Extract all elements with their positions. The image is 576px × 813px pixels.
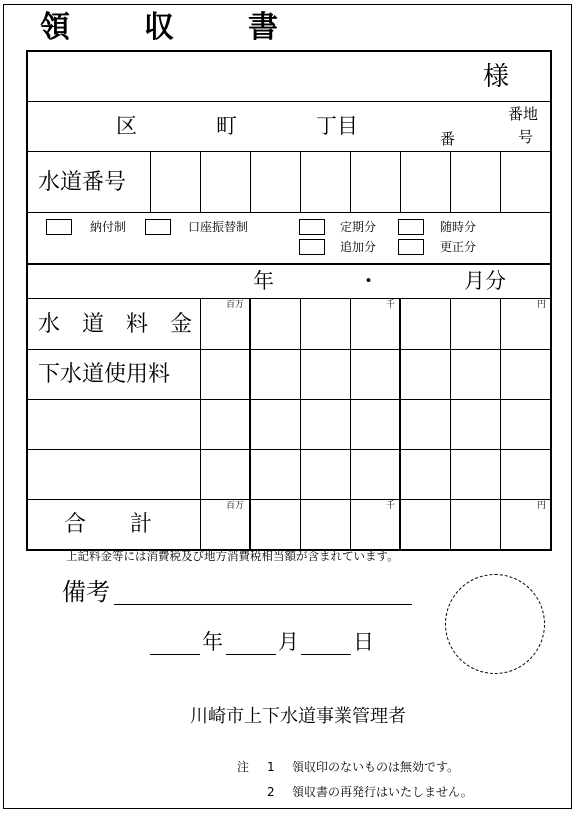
checkbox-koza[interactable] <box>145 219 171 235</box>
checkbox-label: 追加分 <box>340 240 377 254</box>
row-divider <box>26 449 552 450</box>
unit-sen: 千 <box>386 300 396 310</box>
row-divider <box>26 151 552 152</box>
tax-note: 上記料金等には消費税及び地方消費税相当額が含まれています。 <box>66 549 399 563</box>
remarks-line <box>114 604 412 605</box>
note-number: 2 <box>267 785 275 799</box>
checkbox-label: 口座振替制 <box>188 220 249 234</box>
period-dot: ・ <box>358 269 379 293</box>
address-ku: 区 <box>116 114 137 138</box>
col-divider <box>400 151 401 212</box>
addressee-suffix: 様 <box>483 62 510 92</box>
checkbox-kosei[interactable] <box>398 239 424 255</box>
checkbox-label: 随時分 <box>440 220 477 234</box>
address-banchi: 番地 <box>508 105 539 123</box>
col-divider <box>500 151 501 212</box>
note-text: 領収書の再発行はいたしません。 <box>292 785 473 799</box>
date-month: 月 <box>278 630 299 654</box>
row-divider <box>26 263 552 265</box>
col-divider <box>399 298 401 550</box>
checkbox-zuiji[interactable] <box>398 219 424 235</box>
row-divider <box>26 212 552 213</box>
date-year: 年 <box>202 630 223 654</box>
checkbox-nofusei[interactable] <box>46 219 72 235</box>
seal-area <box>445 574 545 674</box>
period-year: 年 <box>253 269 274 293</box>
col-divider <box>450 151 451 212</box>
water-fee-label: 水 道 料 金 <box>38 312 193 337</box>
col-divider <box>500 298 501 550</box>
unit-en: 円 <box>537 501 547 511</box>
total-label: 合 計 <box>64 512 153 537</box>
date-year-line <box>150 654 200 655</box>
col-divider <box>350 298 351 550</box>
receipt-table <box>26 50 552 551</box>
row-divider <box>26 101 552 102</box>
address-ban: 番 <box>440 130 456 148</box>
col-divider <box>450 298 451 550</box>
col-divider <box>200 151 201 212</box>
unit-hyakuman: 百万 <box>226 501 245 511</box>
unit-en: 円 <box>537 300 547 310</box>
col-divider <box>350 151 351 212</box>
date-day-line <box>301 654 351 655</box>
checkbox-label: 更正分 <box>440 240 477 254</box>
address-go: 号 <box>518 128 534 146</box>
remarks-label: 備考 <box>62 578 110 606</box>
checkbox-teiki[interactable] <box>299 219 325 235</box>
notes-label: 注 <box>237 760 250 774</box>
col-divider <box>150 151 151 212</box>
checkbox-tsuika[interactable] <box>299 239 325 255</box>
unit-hyakuman: 百万 <box>226 300 245 310</box>
col-divider <box>200 298 201 550</box>
col-divider <box>300 151 301 212</box>
issuer-name: 川崎市上下水道事業管理者 <box>190 706 406 727</box>
note-text: 領収印のないものは無効です。 <box>292 760 460 774</box>
unit-sen: 千 <box>386 501 396 511</box>
address-machi: 町 <box>216 114 237 138</box>
col-divider <box>300 298 301 550</box>
checkbox-label: 納付制 <box>90 220 127 234</box>
date-month-line <box>226 654 276 655</box>
col-divider <box>249 298 251 550</box>
water-number-label: 水道番号 <box>38 170 127 195</box>
row-divider <box>26 499 552 500</box>
row-divider <box>26 298 552 299</box>
sewer-fee-label: 下水道使用料 <box>38 362 171 387</box>
address-chome: 丁目 <box>316 114 358 138</box>
period-month: 月分 <box>464 269 506 293</box>
note-number: 1 <box>267 760 275 774</box>
receipt-title: 領 収 書 <box>40 10 300 45</box>
date-day: 日 <box>353 630 374 654</box>
row-divider <box>26 399 552 400</box>
row-divider <box>26 349 552 350</box>
checkbox-label: 定期分 <box>340 220 377 234</box>
col-divider <box>250 151 251 212</box>
